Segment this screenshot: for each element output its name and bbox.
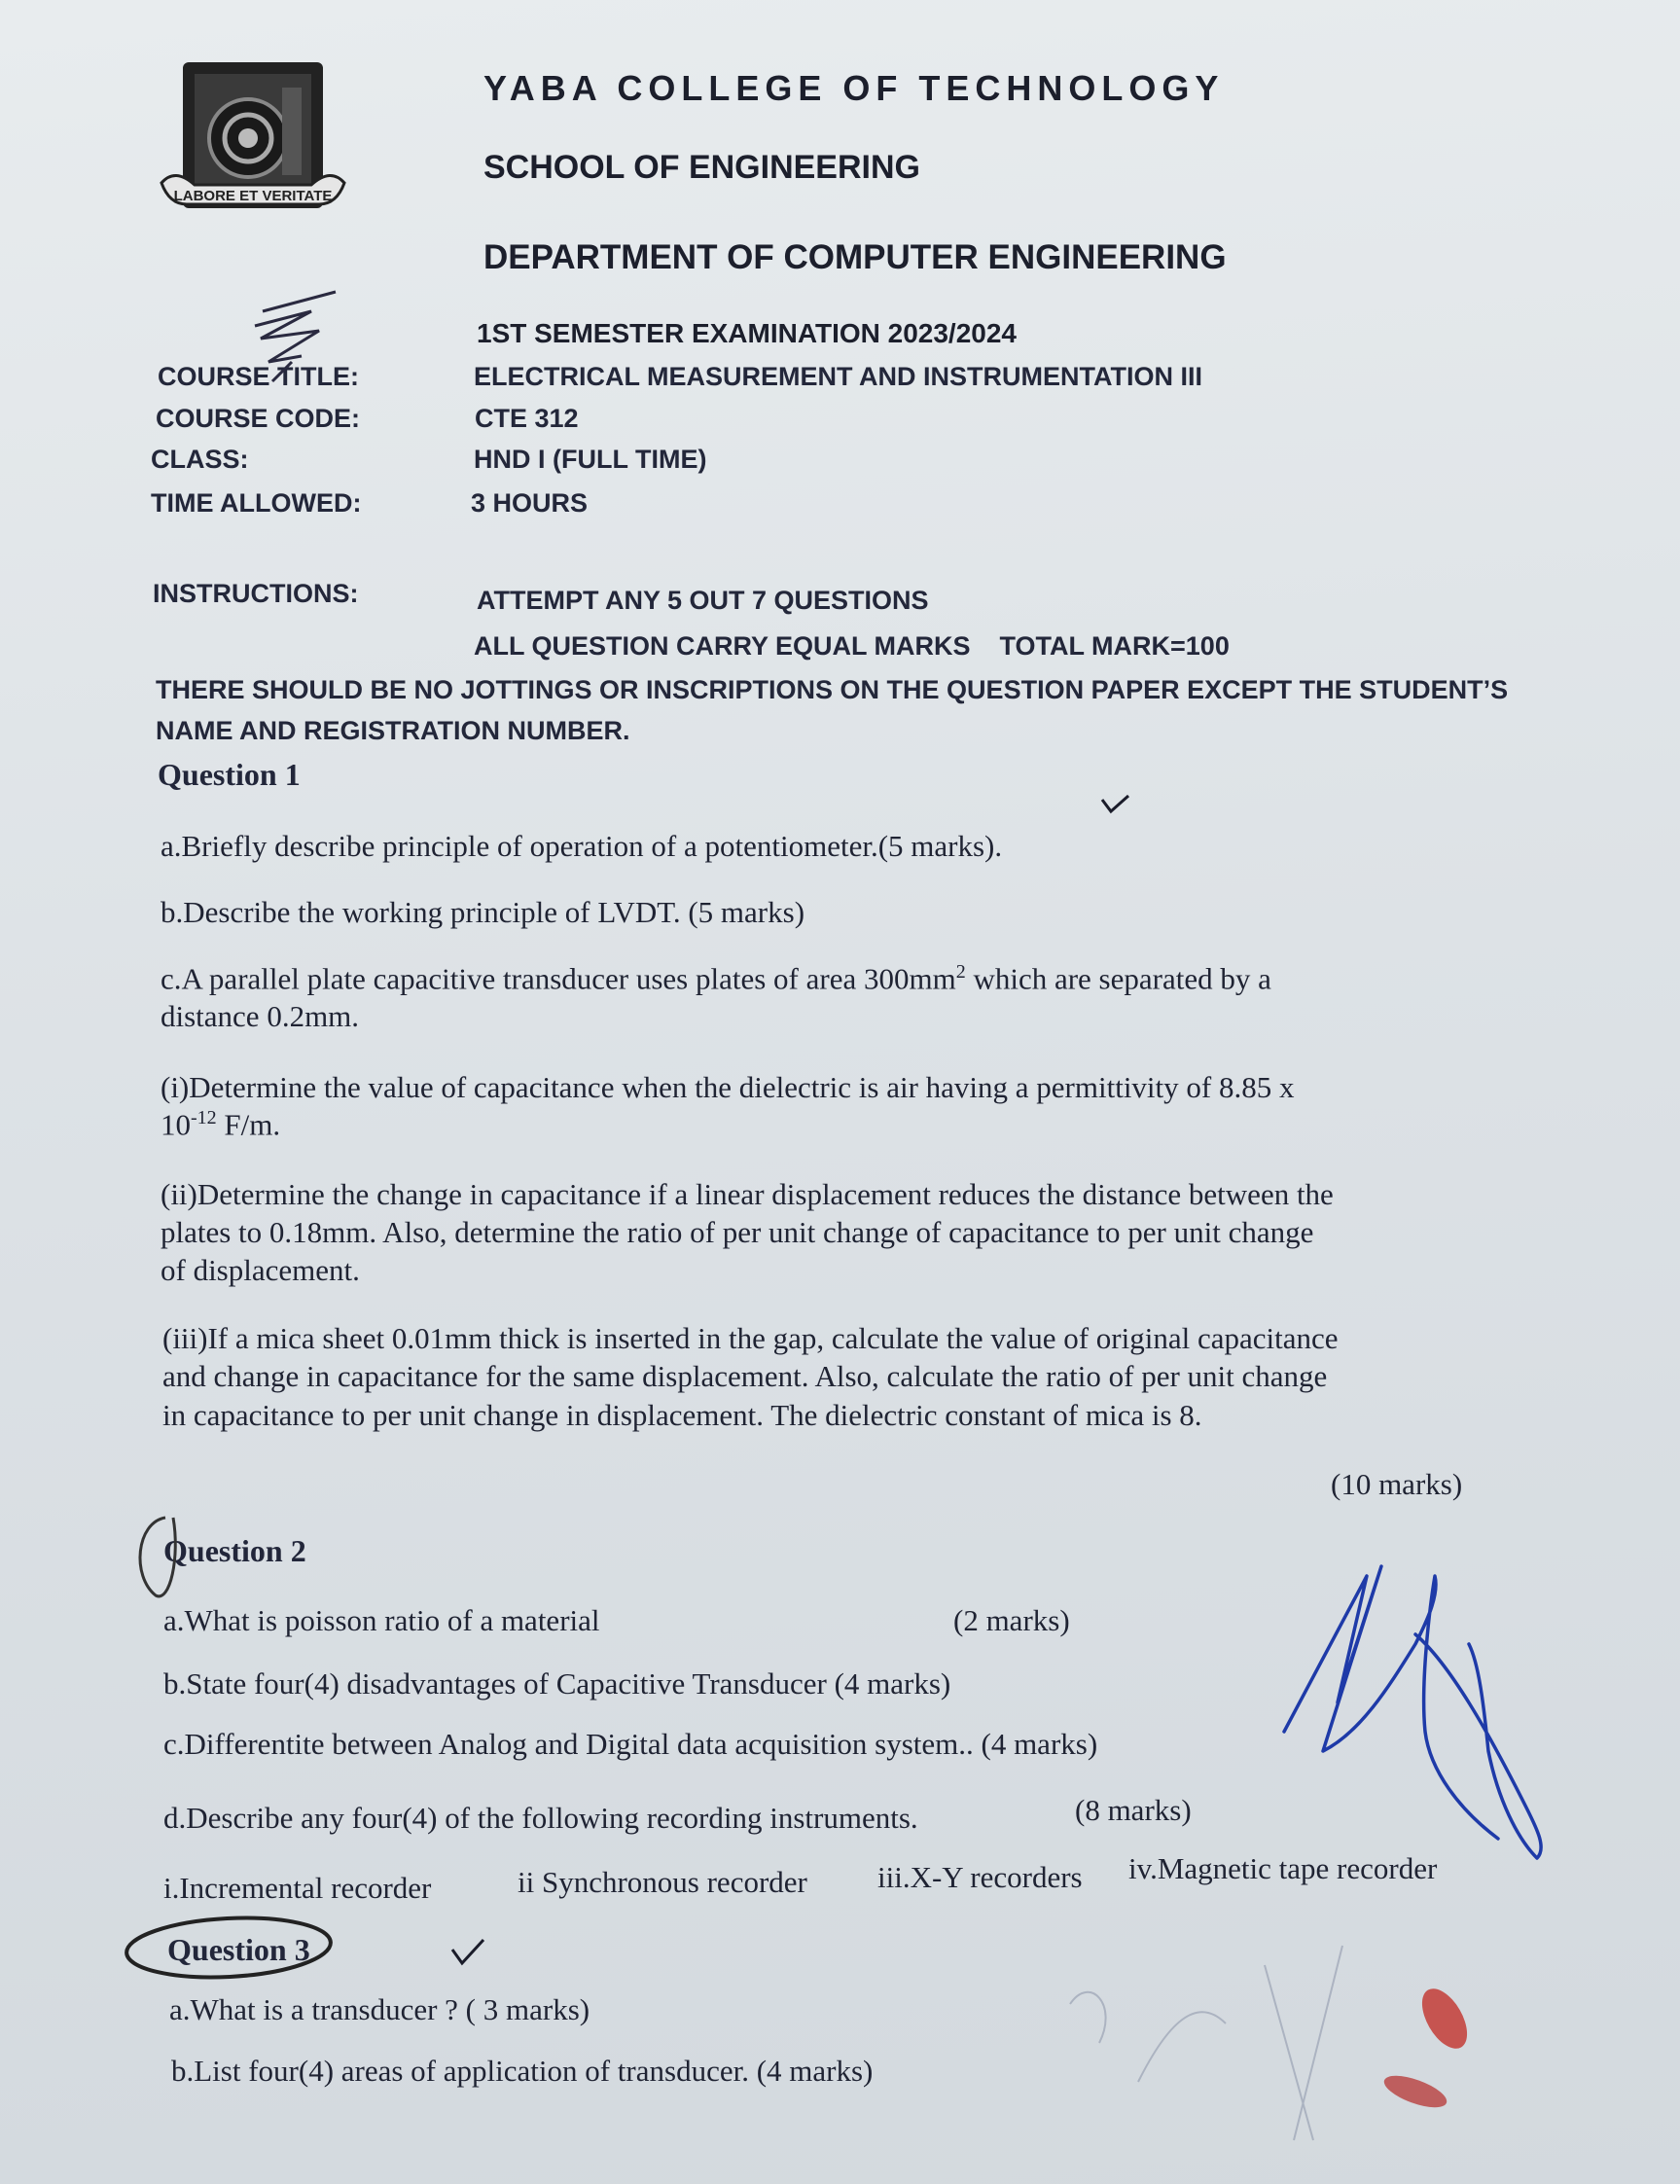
superscript: 2	[955, 961, 966, 983]
question-1c-iii-line-1: (iii)If a mica sheet 0.01mm thick is inserted in the gap, calculate the value of original capacitance	[162, 1321, 1339, 1355]
recorder-item-1: i.Incremental recorder	[163, 1871, 432, 1905]
question-1c-text: c.A parallel plate capacitive transducer uses plates of area 300mm	[161, 961, 956, 996]
question-1a: a.Briefly describe principle of operation of a potentiometer.(5 marks).	[161, 829, 1003, 863]
question-1c-line-1	[161, 961, 1271, 996]
red-stain	[1412, 1982, 1476, 2057]
course-title-label: COURSE TITLE:	[158, 362, 359, 391]
question-1c-iii-line-3: in capacitance to per unit change in displacement. The dielectric constant of mica is 8.	[162, 1398, 1202, 1432]
question-1c-ii-line-1: (ii)Determine the change in capacitance if a linear displacement reduces the distance between the	[161, 1177, 1334, 1211]
recorder-item-4: iv.Magnetic tape recorder	[1128, 1851, 1438, 1885]
question-2a: a.What is poisson ratio of a material	[163, 1603, 600, 1637]
recorder-item-2: ii Synchronous recorder	[518, 1865, 807, 1899]
time-allowed-label: TIME ALLOWED:	[151, 488, 362, 518]
recorder-item-3: iii.X-Y recorders	[877, 1860, 1083, 1894]
course-code-value: CTE 312	[475, 404, 579, 433]
question-2a-marks: (2 marks)	[953, 1603, 1070, 1637]
instructions-line-1: ATTEMPT ANY 5 OUT 7 QUESTIONS	[477, 586, 929, 615]
exam-title: 1ST SEMESTER EXAMINATION 2023/2024	[477, 318, 1017, 348]
unit: F/m.	[216, 1107, 281, 1142]
course-title-value: ELECTRICAL MEASUREMENT AND INSTRUMENTATION III	[474, 362, 1202, 391]
question-1c-ii-line-3: of displacement.	[161, 1253, 360, 1287]
time-allowed-value: 3 HOURS	[471, 488, 589, 518]
question-1-marks: (10 marks)	[1331, 1467, 1463, 1501]
question-1c-i-line-2	[161, 1107, 280, 1142]
question-3-title: Question 3	[167, 1932, 310, 1967]
question-1c-ii-line-2: plates to 0.18mm. Also, determine the ratio of per unit change of capacitance to per unit change	[161, 1215, 1314, 1249]
question-1c-iii-line-2: and change in capacitance for the same displacement. Also, calculate the ratio of per unit change	[162, 1359, 1328, 1393]
question-3b: b.List four(4) areas of application of transducer. (4 marks)	[171, 2054, 874, 2088]
question-2d-marks: (8 marks)	[1075, 1793, 1192, 1827]
question-1c-line-2: distance 0.2mm.	[161, 999, 360, 1033]
instructions-line-2: ALL QUESTION CARRY EQUAL MARKS TOTAL MARK=100	[474, 631, 1230, 661]
question-1c-i-line-1: (i)Determine the value of capacitance when the dielectric is air having a permittivity of 8.85 x	[161, 1070, 1295, 1104]
question-1-title: Question 1	[158, 757, 301, 792]
question-3a: a.What is a transducer ? ( 3 marks)	[169, 1992, 590, 2026]
instructions-label: INSTRUCTIONS:	[153, 579, 359, 608]
question-2c: c.Differentite between Analog and Digital data acquisition system.. (4 marks)	[163, 1727, 1098, 1761]
department-name: DEPARTMENT OF COMPUTER ENGINEERING	[483, 238, 1227, 276]
class-value: HND I (FULL TIME)	[474, 445, 707, 474]
institution-name: YABA COLLEGE OF TECHNOLOGY	[483, 68, 1225, 108]
notice-line-1: THERE SHOULD BE NO JOTTINGS OR INSCRIPTIONS ON THE QUESTION PAPER EXCEPT THE STUDENT’S	[156, 675, 1509, 704]
superscript: -12	[191, 1107, 217, 1128]
question-2-title: Question 2	[163, 1533, 306, 1568]
check-mark	[452, 1940, 483, 1963]
question-1b: b.Describe the working principle of LVDT. (5 marks)	[161, 895, 805, 929]
question-2d: d.Describe any four(4) of the following recording instruments.	[163, 1801, 918, 1835]
class-label: CLASS:	[151, 445, 249, 474]
exponent-base: 10	[161, 1107, 191, 1142]
check-mark	[1102, 796, 1128, 811]
college-crest-logo	[156, 58, 350, 253]
school-name: SCHOOL OF ENGINEERING	[483, 149, 920, 186]
pencil-scribble	[1070, 1946, 1342, 2140]
notice-line-2: NAME AND REGISTRATION NUMBER.	[156, 716, 630, 745]
logo-motto: LABORE ET VERITATE	[173, 188, 333, 204]
examiner-signature	[1255, 1537, 1586, 1887]
red-stain	[1380, 2069, 1450, 2114]
course-code-label: COURSE CODE:	[156, 404, 361, 433]
question-1c-text-end: which are separated by a	[965, 961, 1271, 996]
question-2b: b.State four(4) disadvantages of Capacitive Transducer (4 marks)	[163, 1666, 951, 1701]
